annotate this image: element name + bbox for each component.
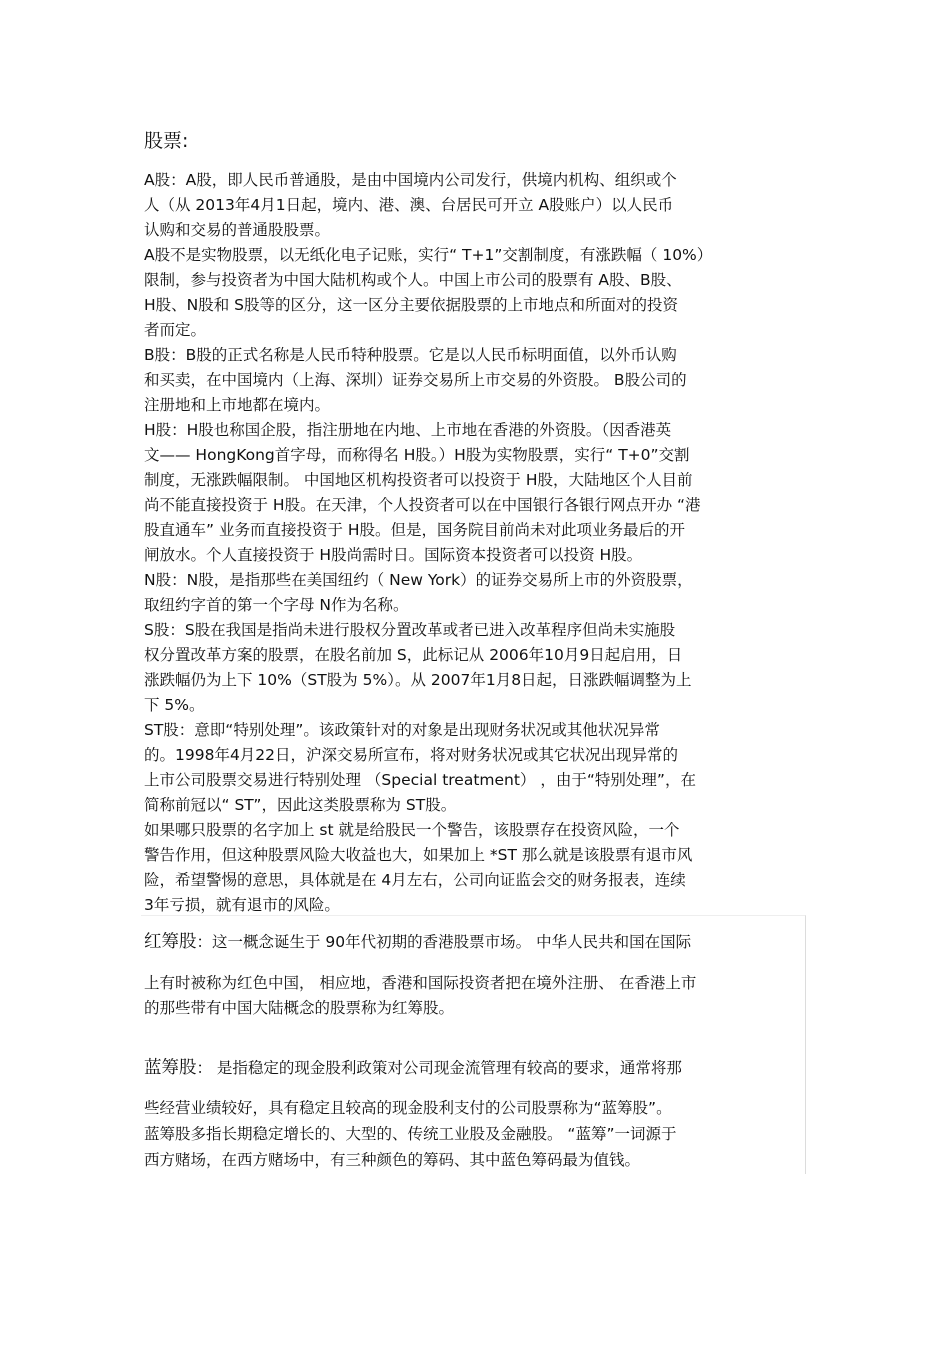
text-line: S股：S股在我国是指尚未进行股权分置改革或者已进入改革程序但尚未实施股 (144, 621, 676, 639)
text-line: 文—— HongKong首字母，而称得名 H股。）H股为实物股票，实行“ T+0”交割 (144, 446, 690, 464)
text-line: 如果哪只股票的名字加上 st 就是给股民一个警告，该股票存在投资风险，一个 (144, 821, 680, 839)
text-line: 注册地和上市地都在境内。 (144, 396, 331, 414)
text-line: 上市公司股票交易进行特别处理 （Special treatment） ，由于“特别处理”，在 (144, 771, 696, 789)
a-share-definition (144, 168, 804, 243)
text-line: 闸放水。个人直接投资于 H股尚需时日。国际资本投资者可以投资 H股。 (144, 546, 643, 564)
blue-chip-term: 蓝筹股 (144, 1058, 197, 1078)
text-line: H股、N股和 S股等的区分，这一区分主要依据股票的上市地点和所面对的投资 (144, 296, 679, 314)
share-types-section (144, 168, 804, 918)
text-line: 尚不能直接投资于 H股。在天津，个人投资者可以在中国银行各银行网点开办 “港 (144, 496, 701, 514)
red-chip-line-1 (144, 930, 804, 955)
text-line: 权分置改革方案的股票，在股名前加 S，此标记从 2006年10月9日起启用，日 (144, 646, 683, 664)
text-line: 3年亏损，就有退市的风险。 (144, 896, 340, 914)
text-line: A股不是实物股票，以无纸化电子记账，实行“ T+1”交割制度，有涨跌幅（ 10%） (144, 246, 713, 264)
red-chip-term: 红筹股 (144, 932, 197, 952)
text-line: 下 5%。 (144, 696, 205, 714)
text-line: B股：B股的正式名称是人民币特种股票。它是以人民币标明面值，以外币认购 (144, 346, 677, 364)
text-line: 认购和交易的普通股股票。 (144, 221, 331, 239)
s-share-definition (144, 618, 804, 718)
blue-chip-line-1 (144, 1056, 804, 1081)
blue-chip-line-3: 蓝筹股多指长期稳定增长的、大型的、传统工业股及金融股。 “蓝筹”一词源于 (144, 1125, 677, 1143)
text-line: 简称前冠以“ ST”，因此这类股票称为 ST股。 (144, 796, 457, 814)
document-title: 股票: (144, 130, 189, 152)
text-line: N股：N股，是指那些在美国纽约（ New York）的证券交易所上市的外资股票， (144, 571, 693, 589)
text-line: 限制，参与投资者为中国大陆机构或个人。中国上市公司的股票有 A股、B股、 (144, 271, 682, 289)
b-share-definition (144, 343, 804, 418)
st-warning (144, 818, 804, 918)
text-line: 股直通车” 业务而直接投资于 H股。但是，国务院目前尚未对此项业务最后的开 (144, 521, 686, 539)
red-chip-line-2: 上有时被称为红色中国， 相应地，香港和国际投资者把在境外注册、 在香港上市 (144, 974, 697, 992)
text-line: ST股：意即“特别处理”。该政策针对的对象是出现财务状况或其他状况异常 (144, 721, 660, 739)
text-line: 取纽约字首的第一个字母 N作为名称。 (144, 596, 409, 614)
blue-chip-text-1: ： 是指稳定的现金股利政策对公司现金流管理有较高的要求，通常将那 (196, 1059, 682, 1077)
text-line: 人（从 2013年4月1日起，境内、港、澳、台居民可开立 A股账户）以人民币 (144, 196, 674, 214)
text-line: H股：H股也称国企股，指注册地在内地、上市地在香港的外资股。（因香港英 (144, 421, 672, 439)
text-line: 和买卖，在中国境内（上海、深圳）证券交易所上市交易的外资股。 B股公司的 (144, 371, 687, 389)
text-line: 险，希望警惕的意思，具体就是在 4月左右，公司向证监会交的财务报表，连续 (144, 871, 686, 889)
text-line: 警告作用，但这种股票风险大收益也大，如果加上 *ST 那么就是该股票有退市风 (144, 846, 693, 864)
text-line: 涨跌幅仍为上下 10%（ST股为 5%）。从 2007年1月8日起，日涨跌幅调整为上 (144, 671, 692, 689)
blue-chip-line-4: 西方赌场，在西方赌场中，有三种颜色的筹码、其中蓝色筹码最为值钱。 (144, 1151, 641, 1169)
red-chip-text-1: ：这一概念诞生于 90年代初期的香港股票市场。 中华人民共和国在国际 (196, 933, 692, 951)
h-share-definition (144, 418, 804, 568)
st-share-definition (144, 718, 804, 818)
blue-chip-line-2: 些经营业绩较好，具有稳定且较高的现金股利支付的公司股票称为“蓝筹股”。 (144, 1099, 672, 1117)
a-share-details (144, 243, 804, 343)
red-chip-line-3: 的那些带有中国大陆概念的股票称为红筹股。 (144, 999, 455, 1017)
text-line: A股：A股，即人民币普通股，是由中国境内公司发行，供境内机构、组织或个 (144, 171, 677, 189)
text-line: 的。1998年4月22日，沪深交易所宣布，将对财务状况或其它状况出现异常的 (144, 746, 679, 764)
chip-stocks-box (141, 915, 806, 1174)
text-line: 制度，无涨跌幅限制。 中国地区机构投资者可以投资于 H股，大陆地区个人目前 (144, 471, 693, 489)
n-share-definition (144, 568, 804, 618)
text-line: 者而定。 (144, 321, 207, 339)
